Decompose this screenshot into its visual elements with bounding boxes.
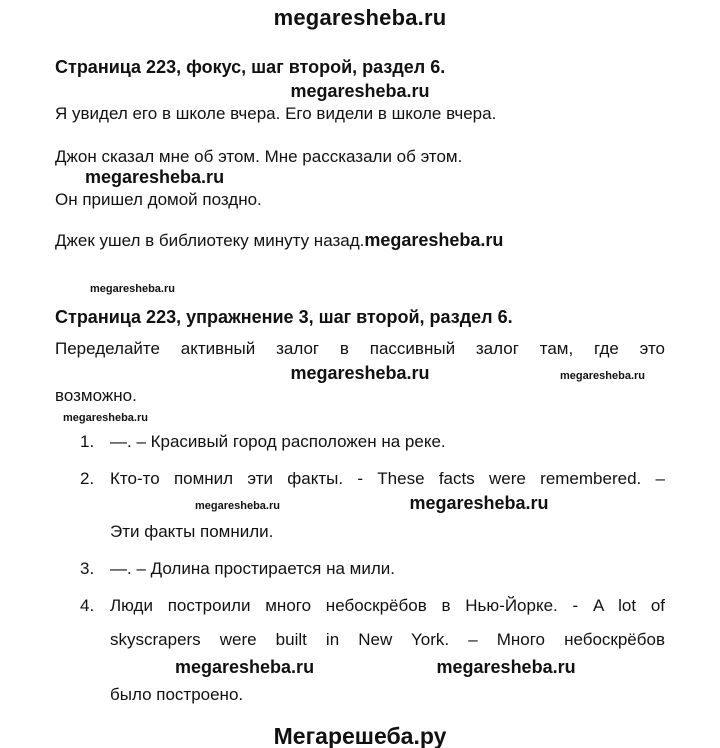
- site-watermark-footer: Мегарешеба.ру: [273, 723, 447, 748]
- section-exercise: [55, 306, 665, 705]
- watermark-row: [55, 281, 665, 296]
- list-item: [55, 431, 665, 452]
- site-watermark: megaresheba.ru: [85, 167, 225, 187]
- section-focus: [55, 56, 665, 251]
- sentence: Я увидел его в школе вчера. Его видели в школе вчера.: [55, 104, 497, 123]
- site-watermark: megaresheba.ru: [409, 493, 549, 513]
- sentence: Он пришел домой поздно.: [55, 190, 262, 209]
- item-text-line: Кто-то помнил эти факты. - These facts were remembered. –: [110, 469, 665, 488]
- sentence-text: Джек ушел в библиотеку минуту назад.: [55, 231, 365, 250]
- item-body: [110, 468, 665, 542]
- sentence: [55, 230, 665, 251]
- item-number: 1.: [80, 432, 95, 451]
- item-text-line: —. – Долина простирается на мили.: [110, 559, 395, 578]
- site-watermark: megaresheba.ru: [436, 657, 576, 677]
- exercise-list: [55, 431, 665, 705]
- site-watermark-small: megaresheba.ru: [90, 283, 175, 295]
- item-text-line: Люди построили много небоскрёбов в Нью-Йорке. - A lot of: [110, 596, 665, 615]
- task-text-line: возможно.: [55, 386, 137, 405]
- list-item: [55, 468, 665, 542]
- item-text-line: было построено.: [110, 685, 244, 704]
- site-watermark: megaresheba.ru: [175, 657, 315, 677]
- site-watermark-small: megaresheba.ru: [63, 412, 148, 424]
- list-item: [55, 595, 665, 705]
- item-text-line: skyscrapers were built in New York. – Много небоскрёбов: [110, 630, 665, 649]
- item-body: [110, 595, 665, 705]
- watermark-row: [110, 657, 665, 679]
- watermark-row: [110, 493, 665, 516]
- list-item: [55, 558, 665, 579]
- watermark-row: [55, 363, 665, 385]
- item-number: 4.: [80, 596, 95, 615]
- item-body: [110, 431, 665, 452]
- site-watermark: megaresheba.ru: [290, 81, 430, 101]
- item-body: [110, 558, 665, 579]
- item-number: 2.: [80, 469, 95, 488]
- site-watermark: megaresheba.ru: [290, 363, 430, 383]
- site-watermark: megaresheba.ru: [364, 230, 504, 250]
- watermark-row: [55, 410, 665, 425]
- sentence: Джон сказал мне об этом. Мне рассказали об этом.: [55, 147, 463, 166]
- item-text-line: —. – Красивый город расположен на реке.: [110, 432, 446, 451]
- section1-heading: Страница 223, фокус, шаг второй, раздел 6.: [55, 57, 446, 77]
- task-text-line: Переделайте активный залог в пассивный залог там, где это: [55, 339, 665, 358]
- site-watermark-small: megaresheba.ru: [560, 370, 645, 382]
- watermark-row: [55, 81, 665, 103]
- item-number: 3.: [80, 559, 95, 578]
- item-text-line: Эти факты помнили.: [110, 522, 274, 541]
- watermark-row: [55, 167, 665, 189]
- section2-heading: Страница 223, упражнение 3, шаг второй, раздел 6.: [55, 307, 513, 327]
- site-watermark-small: megaresheba.ru: [195, 500, 280, 512]
- site-watermark-header: megaresheba.ru: [273, 5, 447, 30]
